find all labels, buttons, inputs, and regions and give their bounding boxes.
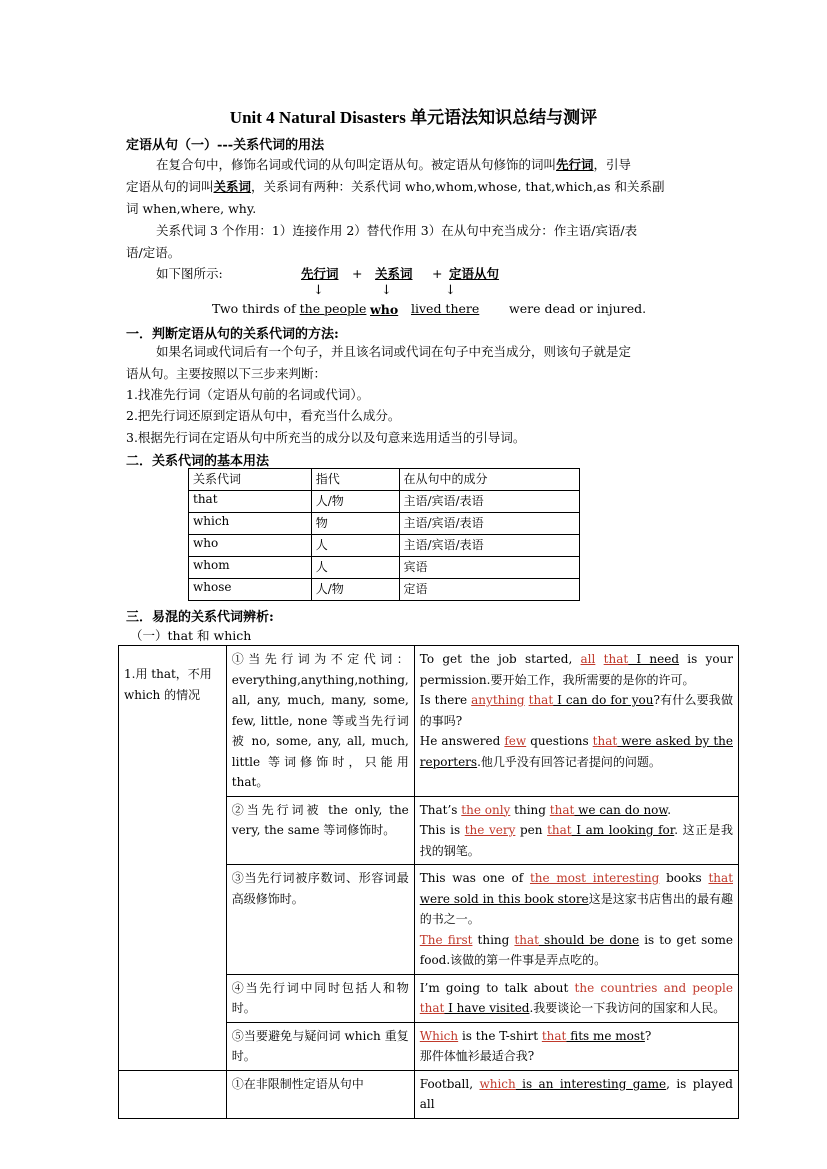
example-sentence: Is there anything that I can do for you?有什么要我做的事吗? xyxy=(419,693,733,728)
paragraph-line: 词 when,where, why. xyxy=(126,201,257,216)
table-cell: 宾语 xyxy=(399,557,579,579)
example-cell xyxy=(414,974,738,1022)
table-cell: 主语/宾语/表语 xyxy=(399,491,579,513)
rule-cell: ⑤当要避免与疑问词 which 重复时。 xyxy=(226,1022,414,1070)
paragraph-line: 语/定语。 xyxy=(126,245,181,260)
example-cell xyxy=(414,646,738,797)
example-cell xyxy=(414,1070,738,1118)
paragraph-line: 定语从句的词叫关系词，关系词有两种：关系代词 who,whom,whose, that,which,as 和关系副 xyxy=(126,179,665,194)
table-cell: 物 xyxy=(311,513,399,535)
table-cell: whom xyxy=(189,557,312,579)
example-cell xyxy=(414,865,738,975)
example-sentence: This is the very pen that I am looking for. 这正是我找的钢笔。 xyxy=(419,823,733,858)
rule-cell: ③当先行词被序数词、形容词最高级修饰时。 xyxy=(226,865,414,975)
table-cell: 人/物 xyxy=(311,491,399,513)
diagram-example-who: who xyxy=(370,302,399,317)
paragraph-line: 语从句。主要按照以下三步来判断： xyxy=(126,366,327,381)
term-antecedent: 先行词 xyxy=(556,157,594,172)
table-row xyxy=(189,579,580,601)
section-heading-basic-usage: 二．关系代词的基本用法 xyxy=(126,454,270,469)
example-translation: 那件体恤衫最适合我? xyxy=(419,1049,535,1063)
diagram-example: Two thirds of the people xyxy=(212,301,367,316)
down-arrow-icon: ↓ xyxy=(445,283,456,298)
table-cell: 主语/宾语/表语 xyxy=(399,513,579,535)
table-cell: 定语 xyxy=(399,579,579,601)
rule-cell: ①在非限制性定语从句中 xyxy=(226,1070,414,1118)
example-sentence: I’m going to talk about the countries and people that I have visited.我要谈论一下我访问的国家和人民。 xyxy=(419,980,733,1015)
example-sentence: The first thing that should be done is to get some food.该做的第一件事是弄点吃的。 xyxy=(419,932,733,967)
table-cell: 人/物 xyxy=(311,579,399,601)
table-header-cell: 指代 xyxy=(311,469,399,491)
example-sentence: Football, which is an interesting game, is played all xyxy=(419,1076,733,1111)
example-sentence: To get the job started, all that I need is your permission.要开始工作，我所需要的是你的许可。 xyxy=(419,652,734,687)
paragraph-line: 如果名词或代词后有一个句子，并且该名词或代词在句子中充当成分，则该句子就是定 xyxy=(156,344,632,359)
table-cell: 主语/宾语/表语 xyxy=(399,535,579,557)
step-item: 2.把先行词还原到定语从句中，看充当什么成分。 xyxy=(126,408,401,423)
category-cell xyxy=(119,1070,227,1118)
paragraph-line: 在复合句中，修饰名词或代词的从句叫定语从句。被定语从句修饰的词叫先行词，引导 xyxy=(156,157,632,172)
category-cell: 1.用 that，不用 which 的情况 xyxy=(119,646,227,1071)
paragraph-line: 关系代词 3 个作用：1）连接作用 2）替代作用 3）在从句中充当成分：作主语/宾语/表 xyxy=(156,223,638,238)
diagram-antecedent: 先行词 xyxy=(301,266,339,281)
step-item: 3.根据先行词在定语从句中所充当的成分以及句意来选用适当的引导词。 xyxy=(126,430,526,445)
rule-cell: ②当先行词被 the only, the very, the same 等词修饰时。 xyxy=(226,796,414,865)
usage-table xyxy=(188,468,580,601)
down-arrow-icon: ↓ xyxy=(313,283,324,298)
table-header-cell: 在从句中的成分 xyxy=(399,469,579,491)
section-heading-confusable: 三．易混的关系代词辨析: xyxy=(126,610,274,625)
diagram-example-clause: lived there xyxy=(411,301,480,316)
down-arrow-icon: ↓ xyxy=(381,283,392,298)
table-row xyxy=(189,557,580,579)
diagram-example-rest: were dead or injured. xyxy=(509,301,647,316)
table-cell: 人 xyxy=(311,535,399,557)
rule-cell: ①当先行词为不定代词：everything,anything,nothing, all, any, much, many, some, few, little, none 等或当先行词被 no, some, any, all, much, little 等词修饰时，只能用 that。 xyxy=(226,646,414,797)
table-cell: which xyxy=(189,513,312,535)
page-title: Unit 4 Natural Disasters 单元语法知识总结与测评 xyxy=(229,108,598,127)
diagram-intro: 如下图所示: xyxy=(156,266,223,281)
table-row xyxy=(189,513,580,535)
section-heading-relative-pronouns: 定语从句（一）---关系代词的用法 xyxy=(126,138,325,153)
table-cell: who xyxy=(189,535,312,557)
table-row xyxy=(189,491,580,513)
example-sentence: This was one of the most interesting books that were sold in this book store这是这家书店售出的最有趣的书之一。 xyxy=(419,871,734,926)
table-row xyxy=(189,535,580,557)
example-cell xyxy=(414,796,738,865)
example-cell xyxy=(414,1022,738,1070)
example-sentence: That’s the only thing that we can do now. xyxy=(419,802,672,817)
table-cell: that xyxy=(189,491,312,513)
step-item: 1.找准先行词（定语从句前的名词或代词）。 xyxy=(126,387,370,402)
diagram-clause: 定语从句 xyxy=(449,266,500,281)
term-relative-word: 关系词 xyxy=(213,179,252,194)
that-which-table xyxy=(118,645,739,1119)
subsection-title: （一）that 和 which xyxy=(130,628,252,643)
example-sentence: Which is the T-shirt that fits me most? xyxy=(419,1028,652,1043)
diagram-plus: + xyxy=(352,266,363,281)
section-heading-identify: 一．判断定语从句的关系代词的方法: xyxy=(126,327,339,342)
table-cell: 人 xyxy=(311,557,399,579)
table-row xyxy=(119,1070,739,1118)
table-header-cell: 关系代词 xyxy=(189,469,312,491)
example-sentence: He answered few questions that were asked by the reporters.他几乎没有回答记者提问的问题。 xyxy=(419,734,733,769)
table-row xyxy=(119,646,739,797)
diagram-relative-word: 关系词 xyxy=(375,266,413,281)
diagram-plus: + xyxy=(432,266,443,281)
table-cell: whose xyxy=(189,579,312,601)
table-header-row xyxy=(189,469,580,491)
rule-cell: ④当先行词中同时包括人和物时。 xyxy=(226,974,414,1022)
